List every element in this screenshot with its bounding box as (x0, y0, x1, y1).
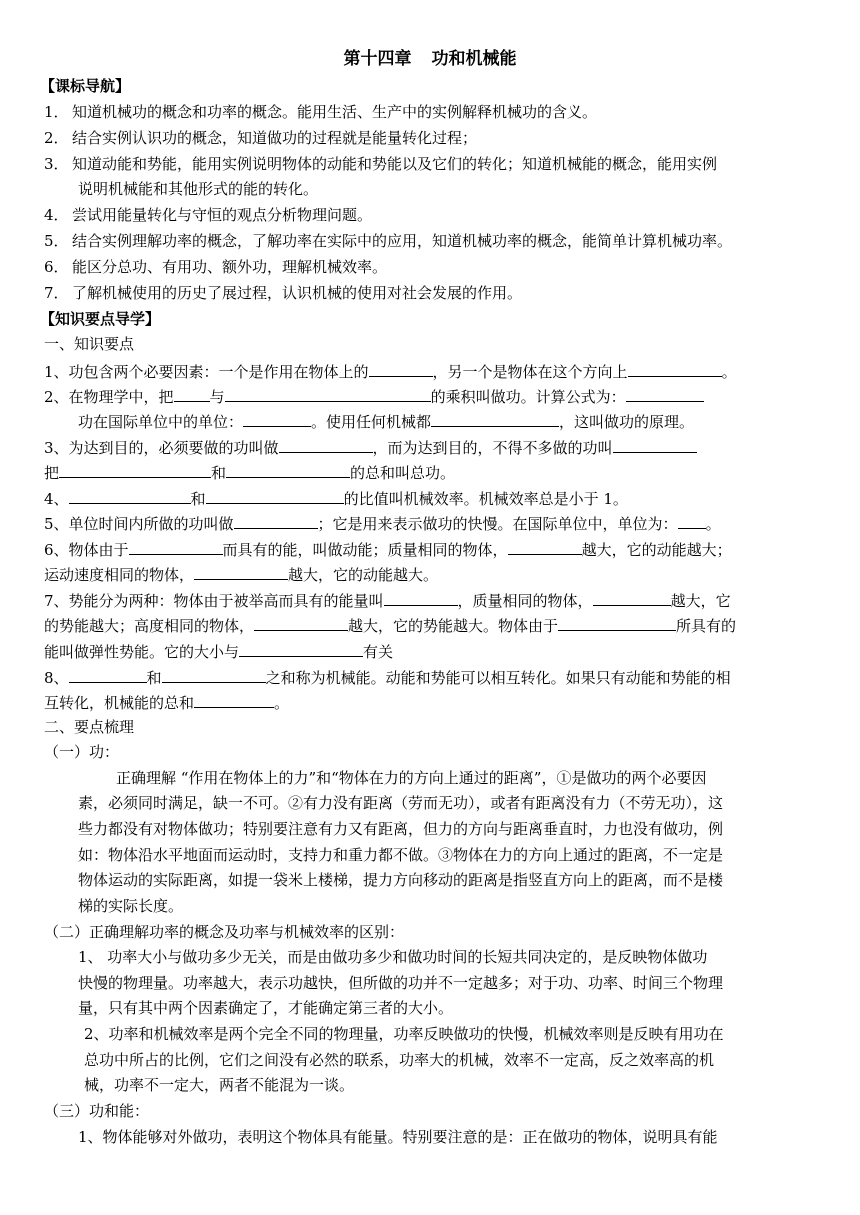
blank[interactable] (226, 459, 350, 478)
question-7: 7、势能分为两种：物体由于被举高而具有的能量叫 ，质量相同的物体， 越大，它 (44, 587, 731, 611)
part-2-heading: （二）正确理解功率的概念及功率与机械效率的区别： (44, 923, 405, 941)
question-5: 5、单位时间内所做的功叫做 ；它是用来表示做功的快慢。在国际单位中，单位为： 。 (44, 510, 721, 534)
nav-item-3: 3． 知道动能和势能，能用实例说明物体的动能和势能以及它们的转化；知道机械能的概念，能用实例 (44, 155, 718, 173)
part-2-line: 械，功率不一定大，两者不能混为一谈。 (84, 1076, 355, 1094)
question-4: 4、 和 的比值叫机械效率。机械效率总是小于 1。 (44, 485, 628, 509)
nav-item-5: 5． 结合实例理解功率的概念，了解功率在实际中的应用，知道机械功率的概念，能简单计算机械功率。 (44, 232, 733, 250)
blank[interactable] (254, 612, 348, 631)
question-7-cont: 的势能越大；高度相同的物体， 越大，它的势能越大。物体由于 所具有的 (44, 612, 736, 636)
blank[interactable] (279, 434, 373, 453)
blank[interactable] (225, 383, 431, 402)
part-2-line: 总功中所占的比例，它们之间没有必然的联系，功率大的机械，效率不一定高，反之效率高的机 (84, 1051, 715, 1069)
question-7-cont2: 能叫做弹性势能。它的大小与 有关 (44, 638, 393, 662)
part-1-line: 梯的实际长度。 (78, 897, 184, 915)
page-title (0, 46, 860, 72)
question-3: 3、为达到目的，必须要做的功叫做 ，而为达到目的，不得不多做的功叫 (44, 434, 697, 458)
question-6: 6、物体由于 而具有的能，叫做动能；质量相同的物体， 越大，它的动能越大； (44, 536, 732, 560)
nav-heading: 【课标导航】 (40, 77, 131, 95)
blank[interactable] (243, 408, 311, 427)
blank[interactable] (628, 358, 722, 377)
nav-item-7: 7． 了解机械使用的历史了展过程，认识机械的使用对社会发展的作用。 (44, 284, 523, 302)
nav-item-2: 2． 结合实例认识功的概念，知道做功的过程就是能量转化过程； (44, 129, 478, 147)
blank[interactable] (194, 689, 274, 708)
question-2-cont: 功在国际单位中的单位： 。使用任何机械都 ，这叫做功的原理。 (78, 408, 694, 432)
question-8: 8、 和 之和称为机械能。动能和势能可以相互转化。如果只有动能和势能的相 (44, 664, 731, 688)
blank[interactable] (69, 485, 191, 504)
chapter-name: 功和机械能 (431, 49, 517, 69)
question-1: 1、功包含两个必要因素：一个是作用在物体上的 ，另一个是物体在这个方向上 。 (44, 358, 737, 382)
part-1-line: 物体运动的实际距离，如提一袋米上楼梯，提力方向移动的距离是指竖直方向上的距离，而不是楼 (78, 871, 724, 889)
blank[interactable] (174, 383, 210, 402)
blank[interactable] (59, 459, 211, 478)
nav-item-6: 6． 能区分总功、有用功、额外功，理解机械效率。 (44, 258, 388, 276)
part-3-line: 1、物体能够对外做功，表明这个物体具有能量。特别要注意的是：正在做功的物体，说明具有能 (78, 1128, 718, 1146)
question-3-cont: 把 和 的总和叫总功。 (44, 459, 455, 483)
part-1-line: 些力都没有对物体做功；特别要注意有力又有距离，但力的方向与距离垂直时，力也没有做功，例 (78, 820, 724, 838)
blank[interactable] (431, 408, 559, 427)
part-2-line: 2、功率和机械效率是两个完全不同的物理量，功率反映做功的快慢，机械效率则是反映有用功在 (84, 1025, 724, 1043)
part-3-heading: （三）功和能： (44, 1102, 150, 1120)
blank[interactable] (129, 536, 223, 555)
blank[interactable] (239, 638, 363, 657)
blank[interactable] (369, 358, 433, 377)
section-key-points: 二、要点梳理 (44, 718, 135, 736)
part-2-line: 快慢的物理量。功率越大，表示功越快，但所做的功并不一定越多；对于功、功率、时间三个物理 (78, 974, 724, 992)
blank[interactable] (678, 510, 706, 529)
blank[interactable] (613, 434, 697, 453)
blank[interactable] (162, 664, 266, 683)
blank[interactable] (234, 510, 318, 529)
question-8-cont: 互转化，机械能的总和 。 (44, 689, 289, 713)
question-6-cont: 运动速度相同的物体， 越大，它的动能越大。 (44, 561, 438, 585)
blank[interactable] (384, 587, 458, 606)
part-1-line: 素，必须同时满足，缺一不可。②有力没有距离（劳而无功），或者有距离没有力（不劳无功），这 (78, 794, 724, 812)
nav-item-1: 1． 知道机械功的概念和功率的概念。能用生活、生产中的实例解释机械功的含义。 (44, 103, 598, 121)
part-1-line: 正确理解 “作用在物体上的力”和“物体在力的方向上通过的距离”，①是做功的两个必要因 (116, 769, 707, 787)
nav-item-3-cont: 说明机械能和其他形式的能的转化。 (78, 180, 319, 198)
blank[interactable] (593, 587, 671, 606)
part-2-line: 量，只有其中两个因素确定了，才能确定第三者的大小。 (78, 999, 454, 1017)
part-1-heading: （一）功： (44, 743, 120, 761)
question-2: 2、在物理学中，把 与 的乘积叫做功。计算公式为： (44, 383, 704, 407)
blank[interactable] (194, 561, 288, 580)
blank[interactable] (626, 383, 704, 402)
blank[interactable] (508, 536, 582, 555)
part-2-line: 1、 功率大小与做功多少无关，而是由做功多少和做功时间的长短共同决定的，是反映物体做功 (78, 948, 708, 966)
chapter-number: 第十四章 (343, 49, 412, 69)
blank[interactable] (558, 612, 676, 631)
nav-item-4: 4． 尝试用能量转化与守恒的观点分析物理问题。 (44, 206, 373, 224)
part-1-line: 如：物体沿水平地面而运动时，支持力和重力都不做。③物体在力的方向上通过的距离，不一定是 (78, 846, 724, 864)
guide-heading: 【知识要点导学】 (40, 310, 161, 328)
blank[interactable] (206, 485, 344, 504)
section-knowledge-points: 一、知识要点 (44, 335, 135, 353)
blank[interactable] (69, 664, 147, 683)
